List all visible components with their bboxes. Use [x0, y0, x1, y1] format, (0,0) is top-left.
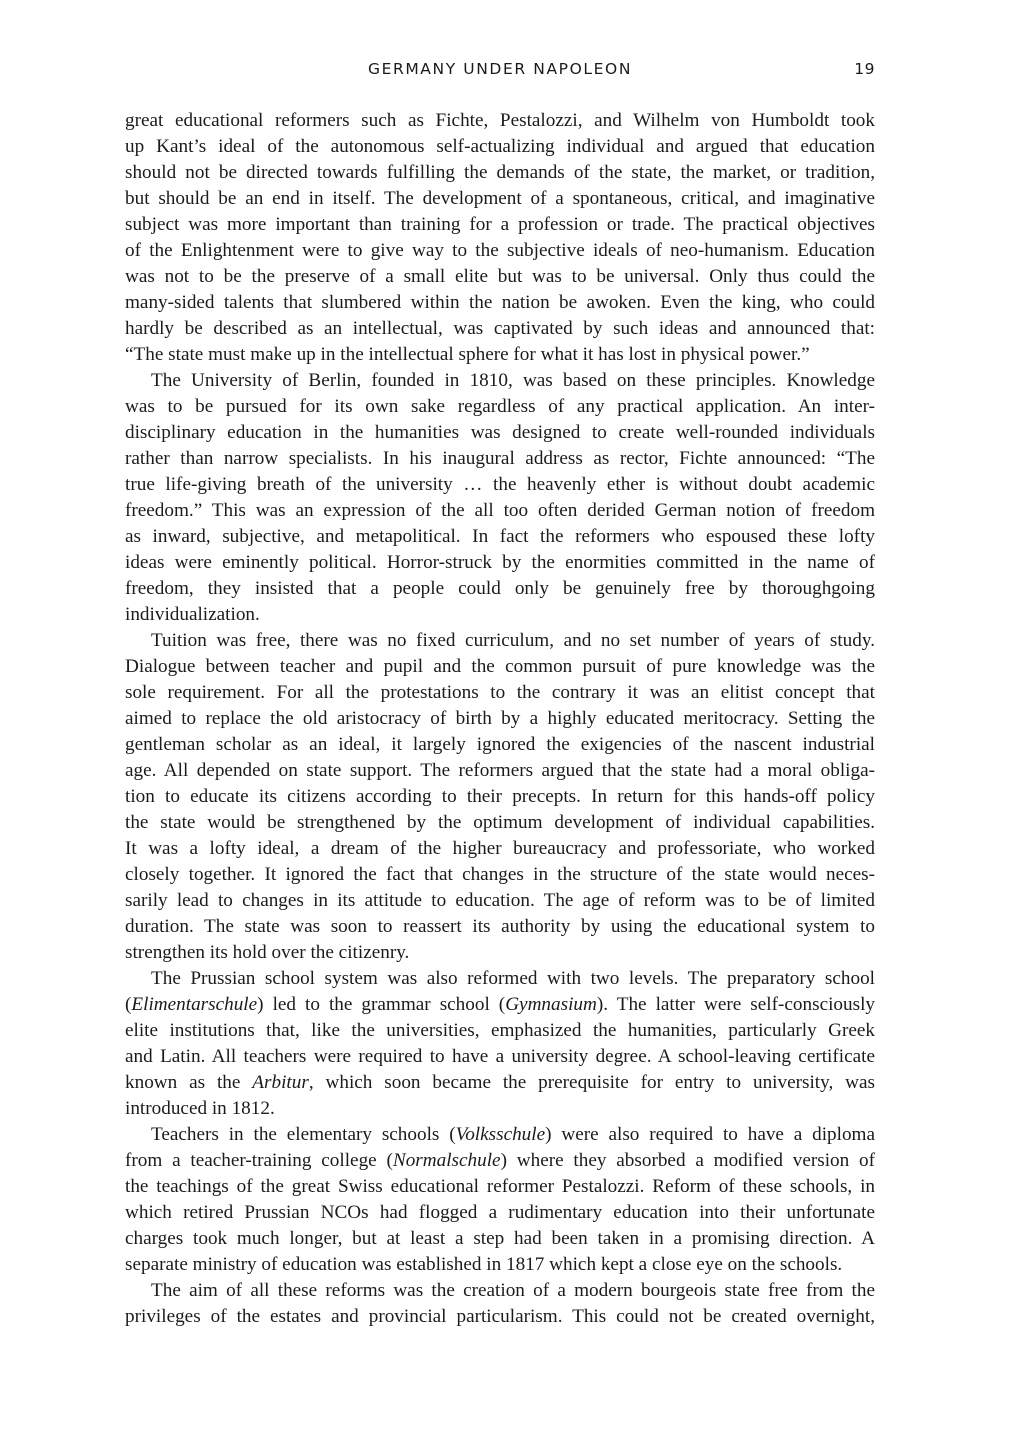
- text-line: great educational reformers such as Fichte, Pestalozzi, and Wilhelm von Humboldt took: [125, 110, 875, 131]
- italic-term: Volksschule: [455, 1124, 546, 1145]
- text-line: age. All depended on state support. The reformers argued that the state had a moral obliga-: [125, 760, 875, 781]
- text-line: true life-giving breath of the university … the heavenly ether is without doubt academic: [125, 474, 875, 495]
- text-line: The Prussian school system was also reformed with two levels. The preparatory school: [151, 968, 875, 989]
- text-line: duration. The state was soon to reassert its authority by using the educational system to: [125, 916, 875, 937]
- running-head: [125, 58, 875, 84]
- text-line: many-sided talents that slumbered within the nation be awoken. Even the king, who could: [125, 292, 875, 313]
- text-line: Dialogue between teacher and pupil and the common pursuit of pure knowledge was the: [125, 656, 875, 677]
- text-line: rather than narrow specialists. In his inaugural address as rector, Fichte announced: “The: [125, 448, 875, 469]
- text-line: of the Enlightenment were to give way to the subjective ideals of neo-humanism. Education: [125, 240, 875, 261]
- text-line: was not to be the preserve of a small elite but was to be universal. Only thus could the: [125, 266, 875, 287]
- text-line: aimed to replace the old aristocracy of birth by a highly educated meritocracy. Setting the: [125, 708, 875, 729]
- text-line: It was a lofty ideal, a dream of the higher bureaucracy and professoriate, who worked: [125, 838, 875, 859]
- running-title: GERMANY UNDER NAPOLEON: [367, 60, 633, 78]
- text-line: privileges of the estates and provincial particularism. This could not be created overnight,: [125, 1306, 875, 1327]
- text-line: but should be an end in itself. The development of a spontaneous, critical, and imaginative: [125, 188, 875, 209]
- text-line: (Elimentarschule) led to the grammar school (Gymnasium). The latter were self-consciously: [125, 994, 875, 1015]
- paragraph: [125, 1278, 875, 1330]
- text-line: subject was more important than training for a profession or trade. The practical objectives: [125, 214, 875, 235]
- text-line: up Kant’s ideal of the autonomous self-actualizing individual and argued that education: [125, 136, 875, 157]
- text-line: the teachings of the great Swiss educational reformer Pestalozzi. Reform of these schools, in: [125, 1176, 875, 1197]
- text-line: which retired Prussian NCOs had flogged a rudimentary education into their unfortunate: [125, 1202, 875, 1223]
- text-line: hardly be described as an intellectual, was captivated by such ideas and announced that:: [125, 318, 875, 339]
- text-line: The aim of all these reforms was the creation of a modern bourgeois state free from the: [151, 1280, 875, 1301]
- text-line: gentleman scholar as an ideal, it largely ignored the exigencies of the nascent industrial: [125, 734, 875, 755]
- text-line: as inward, subjective, and metapolitical. In fact the reformers who espoused these lofty: [125, 526, 875, 547]
- italic-term: Elimentarschule: [131, 994, 258, 1015]
- italic-term: Arbitur: [252, 1072, 309, 1093]
- italic-term: Gymnasium: [505, 994, 597, 1015]
- text-line: should not be directed towards fulfilling the demands of the state, the market, or tradition,: [125, 162, 875, 183]
- paragraph: [125, 1122, 875, 1278]
- text-line: was to be pursued for its own sake regardless of any practical application. An inter-: [125, 396, 875, 417]
- text-line: tion to educate its citizens according to their precepts. In return for this hands-off policy: [125, 786, 875, 807]
- paragraph: [125, 108, 875, 368]
- text-line: closely together. It ignored the fact that changes in the structure of the state would neces-: [125, 864, 875, 885]
- text-line: “The state must make up in the intellectual sphere for what it has lost in physical power.”: [125, 344, 810, 365]
- text-line: Teachers in the elementary schools (Volksschule) were also required to have a diploma: [151, 1124, 875, 1145]
- text-line: The University of Berlin, founded in 1810, was based on these principles. Knowledge: [151, 370, 875, 391]
- text-line: freedom, they insisted that a people could only be genuinely free by thoroughgoing: [125, 578, 875, 599]
- paragraph: [125, 368, 875, 628]
- text-line: Tuition was free, there was no fixed curriculum, and no set number of years of study.: [151, 630, 875, 651]
- text-line: separate ministry of education was established in 1817 which kept a close eye on the schools.: [125, 1254, 843, 1275]
- text-line: known as the Arbitur, which soon became the prerequisite for entry to university, was: [125, 1072, 875, 1093]
- text-line: freedom.” This was an expression of the all too often derided German notion of freedom: [125, 500, 875, 521]
- paragraph: [125, 628, 875, 966]
- page-number: 19: [854, 60, 875, 78]
- text-line: strengthen its hold over the citizenry.: [125, 942, 410, 963]
- text-line: individualization.: [125, 604, 260, 625]
- text-line: ideas were eminently political. Horror-struck by the enormities committed in the name of: [125, 552, 875, 573]
- text-line: disciplinary education in the humanities was designed to create well-rounded individuals: [125, 422, 875, 443]
- text-line: the state would be strengthened by the optimum development of individual capabilities.: [125, 812, 875, 833]
- text-line: sarily lead to changes in its attitude to education. The age of reform was to be of limited: [125, 890, 875, 911]
- text-line: from a teacher-training college (Normalschule) where they absorbed a modified version of: [125, 1150, 875, 1171]
- italic-term: Normalschule: [392, 1150, 501, 1171]
- text-line: elite institutions that, like the universities, emphasized the humanities, particularly Greek: [125, 1020, 875, 1041]
- text-line: and Latin. All teachers were required to have a university degree. A school-leaving certificate: [125, 1046, 875, 1067]
- text-line: introduced in 1812.: [125, 1098, 275, 1119]
- text-line: sole requirement. For all the protestations to the contrary it was an elitist concept that: [125, 682, 875, 703]
- body-text: [125, 108, 875, 1330]
- text-line: charges took much longer, but at least a step had been taken in a promising direction. A: [125, 1228, 875, 1249]
- paragraph: [125, 966, 875, 1122]
